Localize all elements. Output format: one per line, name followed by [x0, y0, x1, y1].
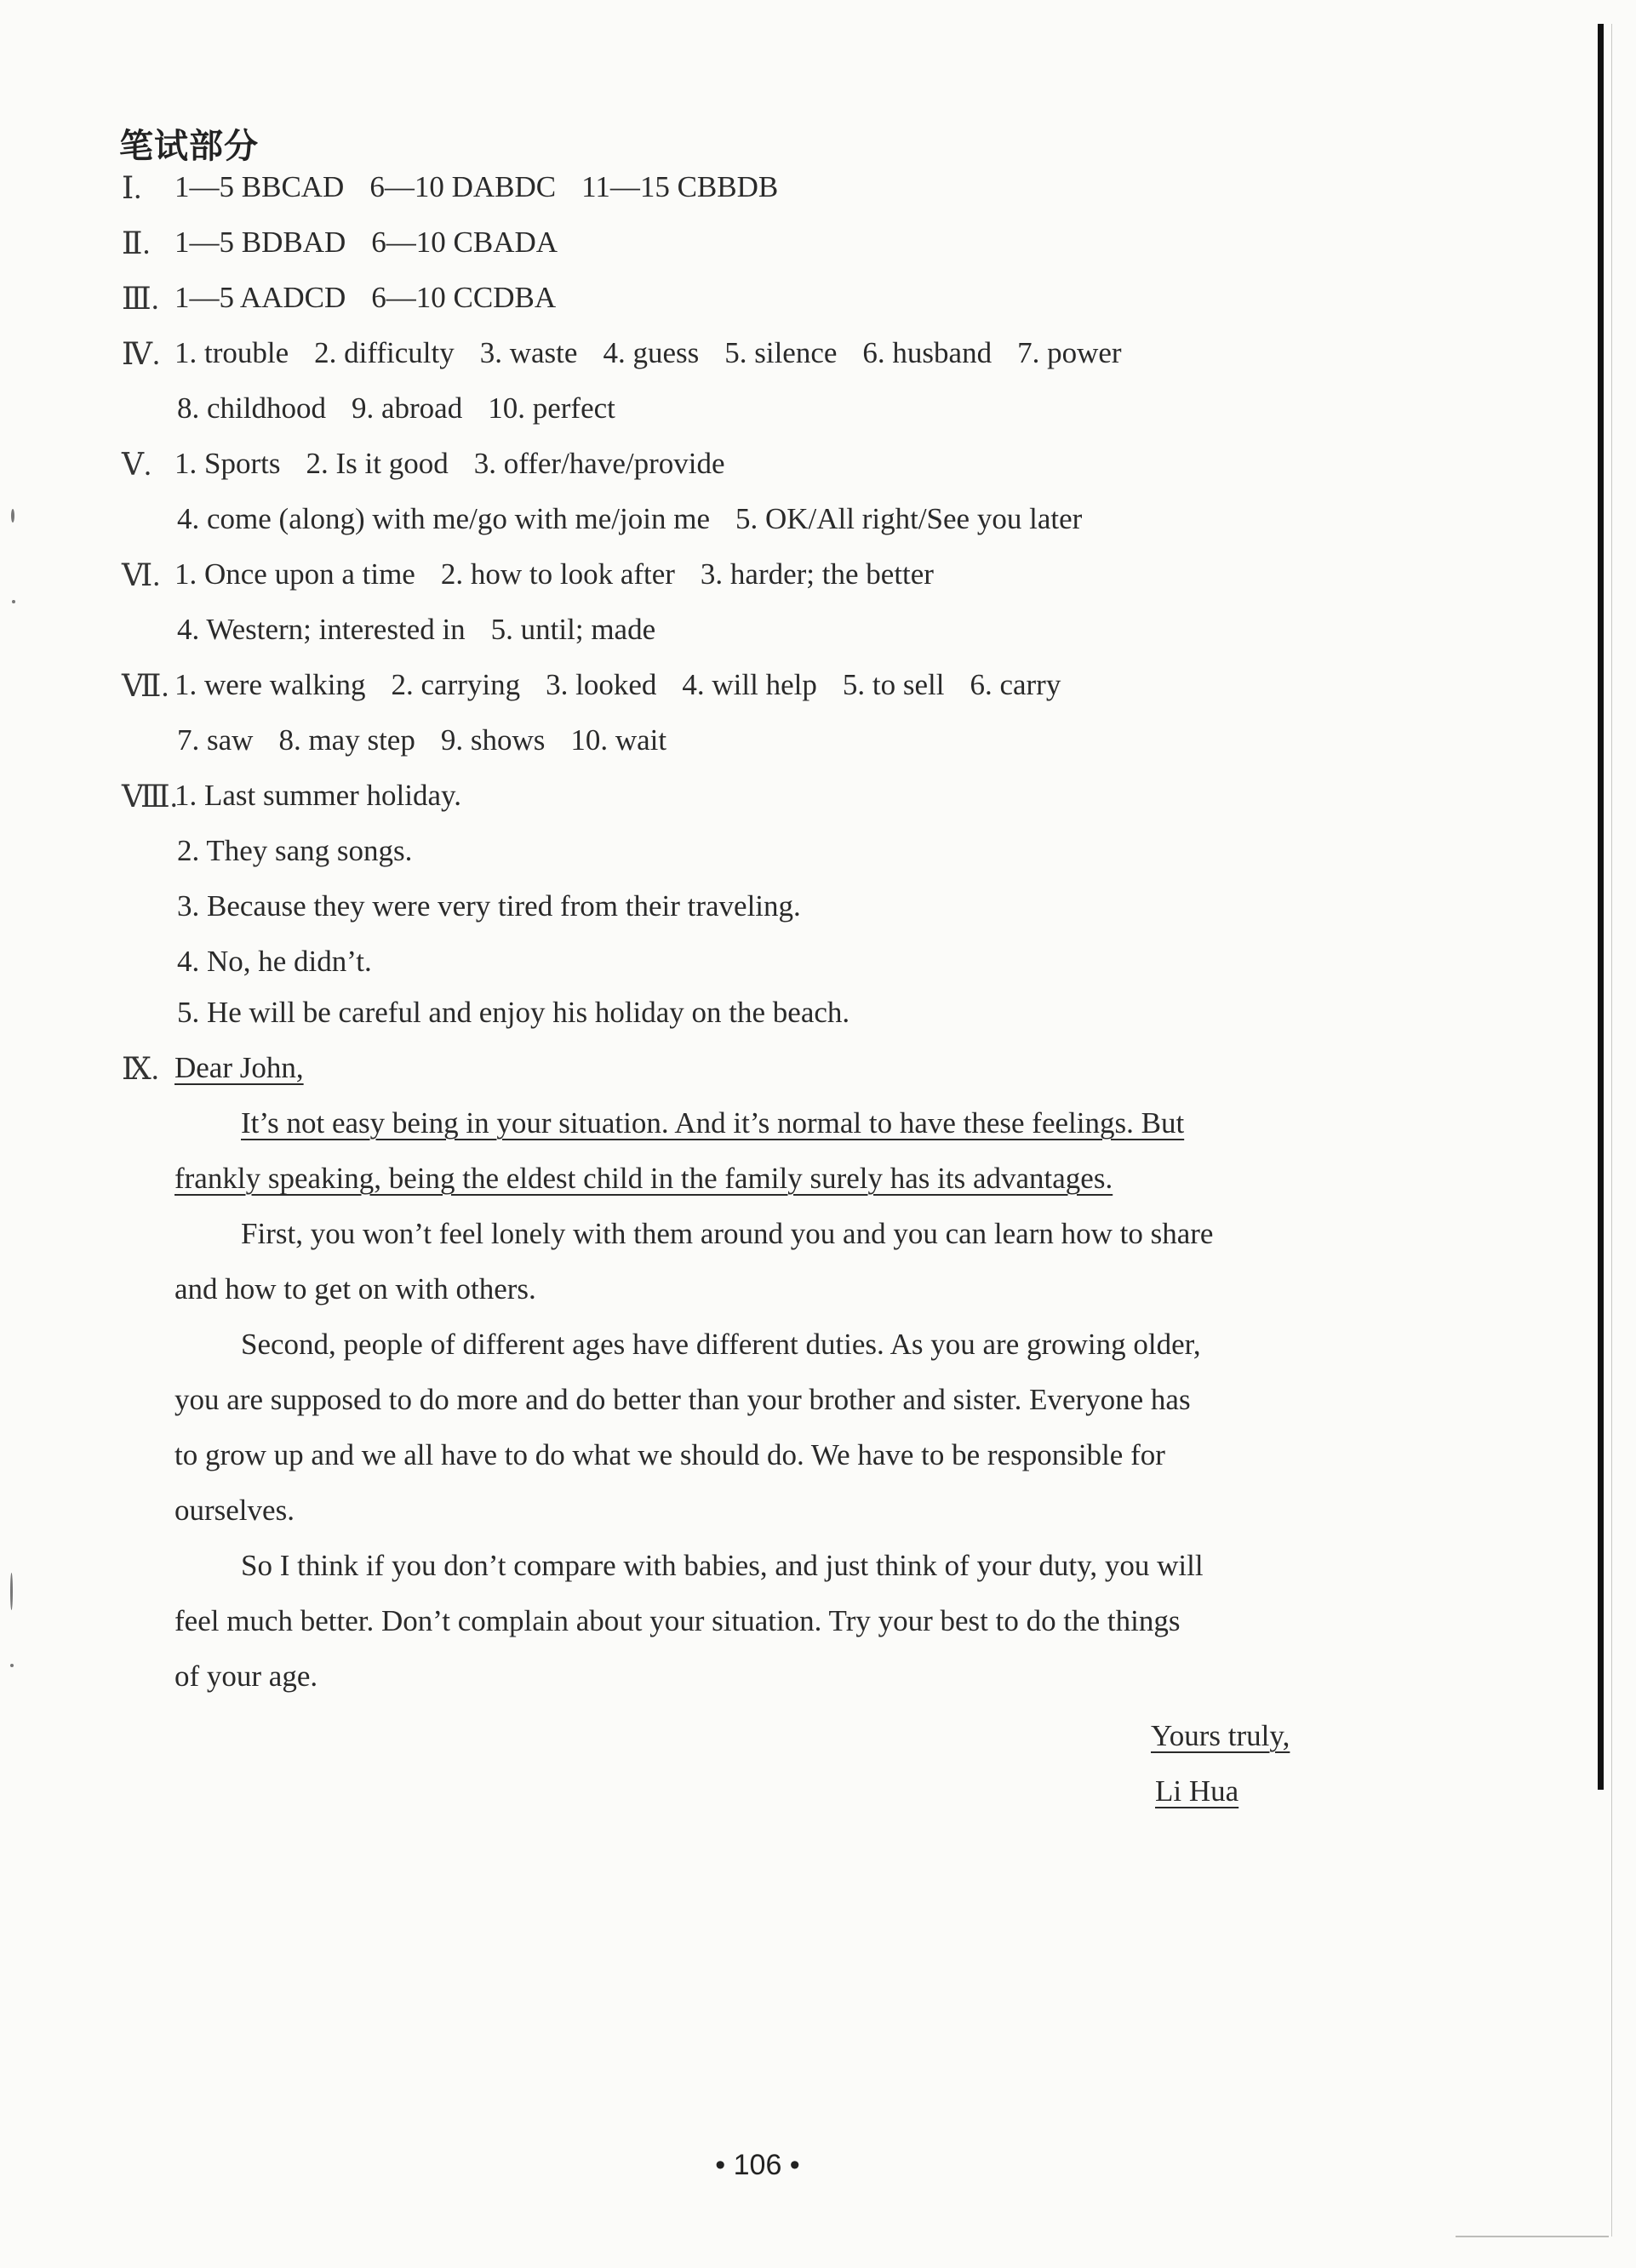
answer-item: 1. Sports [174, 447, 281, 480]
answer-row [0, 723, 1575, 764]
answer-item: 10. wait [570, 723, 667, 757]
section-number: Ⅳ. [122, 337, 160, 371]
answer-item: 2. Is it good [306, 447, 449, 480]
answer-item: 9. shows [440, 723, 546, 757]
answer-item: 5. He will be careful and enjoy his holiday on the beach. [177, 996, 850, 1029]
answer-line [174, 170, 804, 204]
answer-item: 6—10 CCDBA [371, 281, 557, 314]
answer-item: 1—5 AADCD [174, 281, 346, 314]
answer-row [0, 336, 1575, 377]
essay-paragraph-3-line: to grow up and we all have to do what we should do. We have to be responsible for [174, 1438, 1165, 1471]
section-title: 笔试部分 [119, 127, 259, 166]
answer-row [0, 779, 1575, 820]
answer-item: 4. Western; interested in [177, 613, 466, 646]
answer-item: 6—10 DABDC [369, 170, 557, 203]
answer-row [0, 996, 1575, 1037]
section-number: Ⅶ. [122, 669, 169, 703]
essay-paragraph-4-line: So I think if you don’t compare with babies, and just think of your duty, you will [241, 1549, 1204, 1582]
answer-item: 7. saw [177, 723, 254, 757]
section-number: Ⅲ. [122, 282, 159, 316]
answer-row [0, 226, 1575, 266]
page-number: • 106 • [715, 2149, 800, 2181]
answer-item: 1. Last summer holiday. [174, 779, 461, 812]
answer-row [0, 170, 1575, 211]
essay-paragraph-2-line: and how to get on with others. [174, 1272, 536, 1305]
scan-speck [12, 600, 15, 603]
answer-item: 6. husband [862, 336, 992, 369]
scan-edge-bar [1598, 24, 1604, 1790]
answer-item: 9. abroad [351, 391, 463, 425]
answer-item: 8. may step [278, 723, 415, 757]
scan-bottom-rule [1456, 2236, 1609, 2237]
answer-row [0, 557, 1575, 598]
answer-item: 4. guess [603, 336, 700, 369]
answer-line [177, 723, 692, 757]
answer-line [174, 226, 583, 260]
answer-item: 4. will help [682, 668, 817, 701]
answer-item: 4. No, he didn’t. [177, 945, 372, 978]
answer-item: 5. to sell [842, 668, 945, 701]
answer-line [174, 281, 581, 315]
scan-speck [10, 1664, 14, 1667]
answer-row [0, 834, 1575, 875]
answer-line [177, 613, 681, 647]
answer-item: 3. waste [479, 336, 578, 369]
answer-row [0, 502, 1575, 543]
essay-number: Ⅸ. [122, 1052, 159, 1086]
essay-paragraph-1-line: It’s not easy being in your situation. And it’s normal to have these feelings. But [241, 1106, 1185, 1140]
essay-greeting: Dear John, [174, 1051, 304, 1084]
answer-item: 6. carry [970, 668, 1061, 701]
section-number: Ⅱ. [122, 226, 151, 260]
answer-item: 3. harder; the better [700, 557, 934, 591]
answer-line [177, 834, 438, 868]
scan-edge-line [1611, 24, 1612, 2237]
answer-item: 5. silence [724, 336, 838, 369]
answer-item: 3. looked [546, 668, 657, 701]
answer-line [174, 557, 959, 591]
essay-paragraph-3-line: ourselves. [174, 1494, 295, 1527]
answer-item: 1. trouble [174, 336, 289, 369]
answer-line [177, 945, 398, 979]
answer-item: 4. come (along) with me/go with me/join me [177, 502, 710, 535]
answer-item: 5. OK/All right/See you later [735, 502, 1083, 535]
answer-item: 8. childhood [177, 391, 326, 425]
answer-line [177, 391, 641, 426]
essay-paragraph-1-line: frankly speaking, being the eldest child in the family surely has its advantages. [174, 1162, 1113, 1195]
section-number: Ⅷ. [122, 780, 178, 814]
answer-item: 1. were walking [174, 668, 366, 701]
answer-row [0, 281, 1575, 322]
essay-paragraph-3-line: Second, people of different ages have different duties. As you are growing older, [241, 1328, 1201, 1361]
essay-signature: Li Hua [1155, 1774, 1239, 1808]
answer-line [174, 668, 1086, 702]
answer-item: 1—5 BBCAD [174, 170, 345, 203]
answer-item: 5. until; made [490, 613, 656, 646]
answer-item: 2. carrying [391, 668, 521, 701]
scan-speck [10, 1573, 13, 1610]
answer-line [177, 996, 875, 1030]
essay-paragraph-4-line: feel much better. Don’t complain about your situation. Try your best to do the things [174, 1604, 1181, 1637]
answer-line [174, 336, 1147, 370]
answer-row [0, 613, 1575, 654]
answer-line [177, 889, 827, 923]
answer-item: 6—10 CBADA [371, 226, 558, 259]
answer-line [177, 502, 1107, 536]
answer-item: 2. They sang songs. [177, 834, 413, 867]
section-number: Ⅰ. [122, 171, 142, 205]
answer-item: 3. Because they were very tired from their traveling. [177, 889, 801, 923]
answer-item: 1. Once upon a time [174, 557, 415, 591]
essay-paragraph-3-line: you are supposed to do more and do better than your brother and sister. Everyone has [174, 1383, 1191, 1416]
answer-item: 7. power [1017, 336, 1122, 369]
answer-item: 3. offer/have/provide [473, 447, 725, 480]
section-number: Ⅵ. [122, 558, 161, 592]
answer-item: 10. perfect [488, 391, 615, 425]
answer-row [0, 945, 1575, 985]
answer-row [0, 889, 1575, 930]
answer-row [0, 391, 1575, 432]
answer-item: 2. how to look after [440, 557, 675, 591]
answer-line [174, 779, 487, 813]
answer-item: 2. difficulty [314, 336, 455, 369]
essay-closing: Yours truly, [1151, 1719, 1290, 1752]
essay-paragraph-4-line: of your age. [174, 1660, 318, 1693]
answer-item: 11—15 CBBDB [581, 170, 779, 203]
answer-line [174, 447, 751, 481]
answer-row [0, 668, 1575, 709]
section-number: Ⅴ. [122, 448, 152, 482]
answer-item: 1—5 BDBAD [174, 226, 346, 259]
answer-row [0, 447, 1575, 488]
essay-paragraph-2-line: First, you won’t feel lonely with them around you and you can learn how to share [241, 1217, 1214, 1250]
